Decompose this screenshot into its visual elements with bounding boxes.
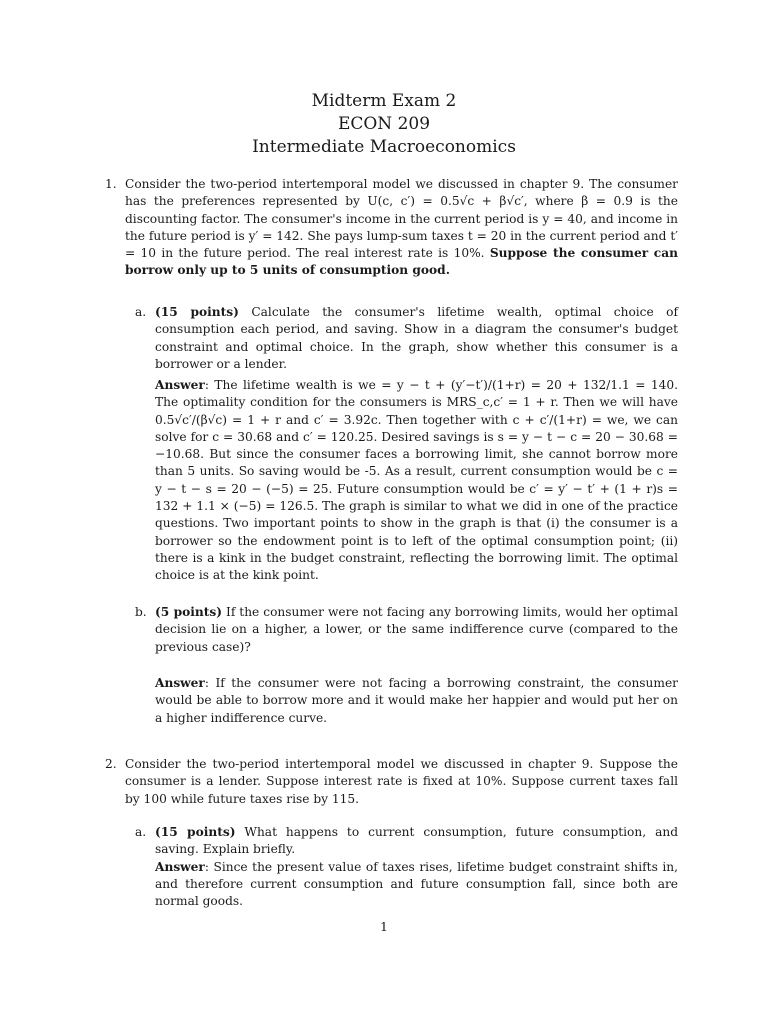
answer-text: : The lifetime wealth is we = y − t + (y′−t′)/(1+r) = 20 + 132/1.1 = 140. The optimality condition for the consumers is MRS_c,c′ = 1 + r. Then we will have 0.5√c′/(β√c) = 1 + r and c′ = 3.92c. Then together with c + c′/(1+r) = we, we can solve for c = 30.68 and c′ = 120.25. Desired savings is s = y − t − c = 20 − 30.68 = −10.68. But since the consumer faces a borrowing limit, she cannot borrow more than 5 units. So saving would be -5. As a result, current consumption would be c = y − t − s = 20 − (−5) = 25. Future consumption would be c′ = y′ − t′ + (1 + r)s = 132 + 1.1 × (−5) = 126.5. The graph is similar to what we did in one of the practice questions. Two important points to show in the graph is that (i) the consumer is a borrower so the endowment point is to left of the optimal consumption point; (ii) there is a kink in the budget constraint, reflecting the borrowing limit. The optimal choice is at the kink point. xyxy=(155,378,678,583)
points-label: (5 points) xyxy=(155,605,223,619)
answer-label: Answer xyxy=(155,859,205,874)
question-text: Consider the two-period intertemporal model we discussed in chapter 9. Suppose the consumer is a lender. Suppose interest rate is fixed at 10%. Suppose current taxes fall by 100 while future taxes rise by 115. xyxy=(125,757,678,806)
part-label: b. xyxy=(135,605,147,619)
borrowing-limit-statement: Suppose the consumer can borrow only up to 5 units of consumption good. xyxy=(125,246,678,278)
question-1 xyxy=(105,176,678,280)
exam-title: Midterm Exam 2 xyxy=(311,91,457,111)
course-name: Intermediate Macroeconomics xyxy=(252,137,516,157)
question-number: 2. xyxy=(105,757,117,771)
question-1-part-b xyxy=(135,604,678,656)
answer-text: : If the consumer were not facing a borrowing constraint, the consumer would be able to borrow more and it would make her happier and would put her on a higher indifference curve. xyxy=(155,676,678,725)
part-text: (15 points) Calculate the consumer's lifetime wealth, optimal choice of consumption each period, and saving. Show in a diagram the consumer's budget constraint and optimal choice. In the graph, show whether this consumer is a borrower or a lender. xyxy=(155,305,678,371)
part-text: (15 points) What happens to current consumption, future consumption, and saving. Explain briefly. Answer: Since the present value of taxes rises, lifetime budget constraint shifts in, and therefore current consumption and future consumption fall, since both are normal goods. xyxy=(155,825,678,909)
answer-1b xyxy=(155,675,678,727)
answer-1a xyxy=(155,377,678,585)
answer-label: Answer xyxy=(155,676,205,690)
answer-label: Answer xyxy=(155,378,205,392)
question-2-part-a xyxy=(135,824,678,910)
course-code: ECON 209 xyxy=(337,114,431,134)
page-number: 1 xyxy=(380,919,388,934)
part-label: a. xyxy=(135,825,147,839)
question-number: 1. xyxy=(105,177,117,191)
question-2 xyxy=(105,756,678,808)
part-text: (5 points) If the consumer were not facing any borrowing limits, would her optimal decision lie on a higher, a lower, or the same indifference curve (compared to the previous case)? xyxy=(155,605,679,654)
answer-text: : Since the present value of taxes rises, lifetime budget constraint shifts in, and therefore current consumption and future consumption fall, since both are normal goods. xyxy=(155,859,678,909)
points-label: (15 points) xyxy=(155,305,239,319)
points-label: (15 points) xyxy=(155,825,236,839)
question-text: Consider the two-period intertemporal model we discussed in chapter 9. The consumer has the preferences represented by U(c, c′) = 0.5√c + β√c′, where β = 0.9 is the discounting factor. The consumer's income in the current period is y = 40, and income in the future period is y′ = 142. She pays lump-sum taxes t = 20 in the current period and t′ = 10 in the future period. The real interest rate is 10%. Suppose the consumer can borrow only up to 5 units of consumption good. xyxy=(125,177,678,278)
exam-header xyxy=(0,90,768,159)
part-label: a. xyxy=(135,305,147,319)
question-1-part-a xyxy=(135,304,678,373)
